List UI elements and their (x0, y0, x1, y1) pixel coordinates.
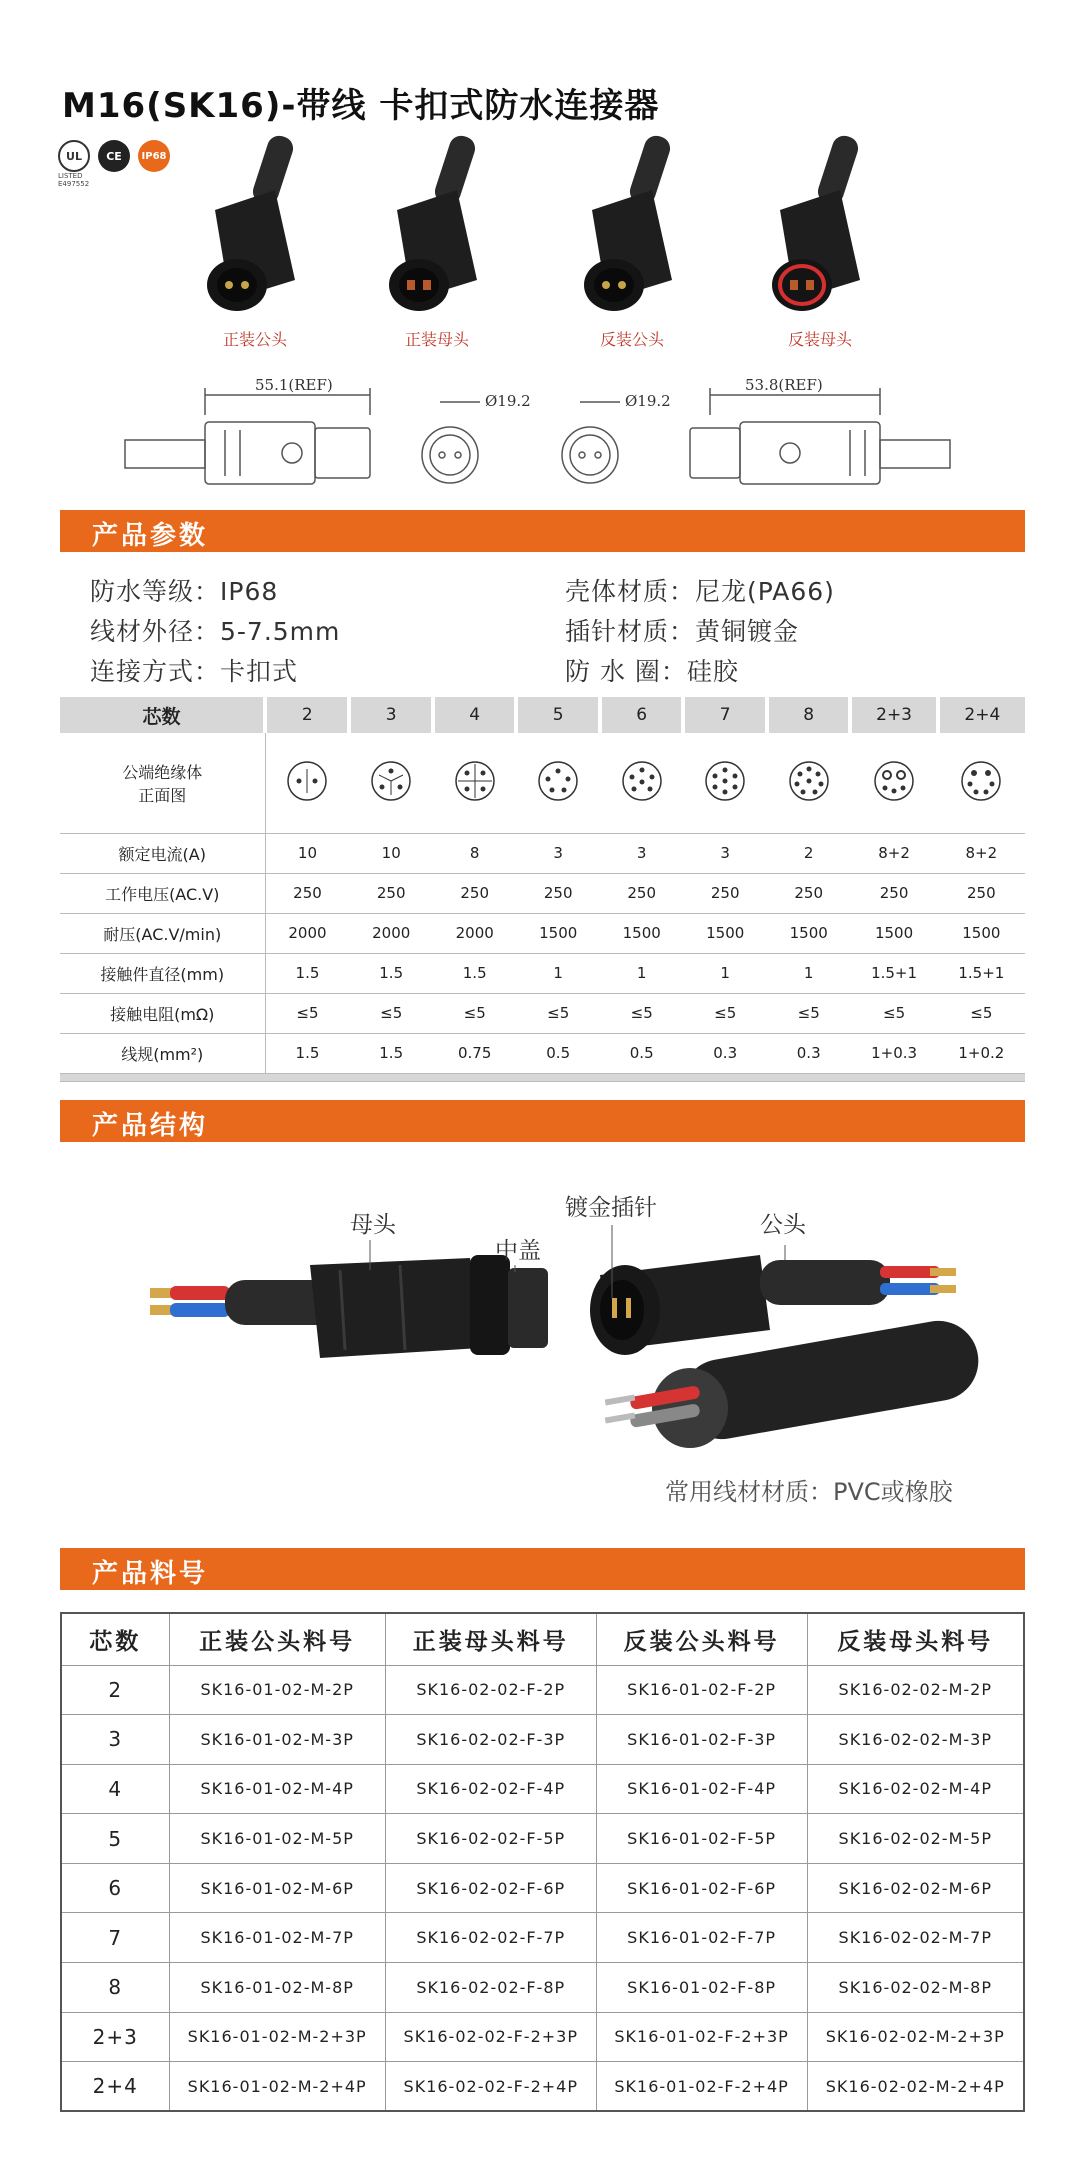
spec-row-label: 耐压(AC.V/min) (60, 913, 265, 953)
diagram-label-line2: 正面图 (138, 785, 187, 805)
spec-cell: 1 (767, 953, 851, 993)
core-count: 4 (433, 697, 517, 733)
spec-row-label: 接触件直径(mm) (60, 953, 265, 993)
spec-cell: 250 (516, 873, 600, 913)
core-count: 2 (265, 697, 349, 733)
parts-cell: SK16-02-02-M-4P (807, 1764, 1024, 1814)
spec-cell: 1.5 (349, 1033, 433, 1073)
spec-row (60, 913, 1025, 953)
section-parts-bar (60, 1548, 1025, 1590)
parts-cell: SK16-01-02-F-2P (596, 1665, 807, 1715)
parts-cell: 8 (61, 1963, 169, 2013)
parts-cell: SK16-01-02-M-4P (169, 1764, 385, 1814)
spec-cell: 3 (683, 833, 767, 873)
parts-cell: SK16-02-02-M-6P (807, 1863, 1024, 1913)
connector-label: 反装公头 (599, 330, 664, 349)
connector-image (175, 130, 335, 320)
spec-cell: 8+2 (850, 833, 937, 873)
ul-note-line2: E497552 (58, 180, 90, 188)
spec-cell: 1 (600, 953, 684, 993)
connector-straight-female (357, 130, 517, 350)
core-count: 3 (349, 697, 433, 733)
parts-cell: SK16-01-02-F-6P (596, 1863, 807, 1913)
param-connection: 连接方式：卡扣式 (90, 657, 299, 686)
parts-cell: SK16-01-02-M-8P (169, 1963, 385, 2013)
parts-cell: SK16-02-02-M-2P (807, 1665, 1024, 1715)
spec-cell: 1.5+1 (850, 953, 937, 993)
label-cable-material: 常用线材材质：PVC或橡胶 (665, 1478, 953, 1506)
spec-cell: 250 (938, 873, 1025, 913)
spec-cell: ≤5 (265, 993, 349, 1033)
parts-cell: SK16-01-02-F-4P (596, 1764, 807, 1814)
pin-layout-2-4-icon (938, 733, 1025, 833)
spec-row-label: 线规(mm²) (60, 1033, 265, 1073)
page-title: M16(SK16)-带线 卡扣式防水连接器 (62, 86, 660, 126)
parts-cell: SK16-02-02-F-2+4P (385, 2062, 596, 2112)
parts-cell: SK16-02-02-F-2+3P (385, 2012, 596, 2062)
parts-cell: SK16-02-02-M-2+4P (807, 2062, 1024, 2112)
parts-cell: 2+4 (61, 2062, 169, 2112)
ul-cert-icon: UL (58, 140, 90, 172)
parts-cell: 4 (61, 1764, 169, 1814)
param-seal: 防 水 圈：硅胶 (565, 657, 739, 686)
pin-layout-4-icon (433, 733, 517, 833)
spec-cell: 2000 (349, 913, 433, 953)
core-count: 5 (516, 697, 600, 733)
spec-cell: 250 (600, 873, 684, 913)
parts-header-cell: 反装公头料号 (596, 1613, 807, 1665)
spec-cell: 1.5 (433, 953, 517, 993)
spec-row (60, 1033, 1025, 1073)
parts-header-row (61, 1613, 1024, 1665)
dim-right-text: 53.8(REF) (745, 376, 823, 394)
pin-layout-7-icon (683, 733, 767, 833)
parts-row (61, 1913, 1024, 1963)
parts-row (61, 1863, 1024, 1913)
pin-layout-2-icon (265, 733, 349, 833)
core-count: 7 (683, 697, 767, 733)
structure-diagram (0, 1180, 1080, 1540)
param-housing: 壳体材质：尼龙(PA66) (565, 577, 835, 606)
ul-note-line1: LISTED (58, 172, 83, 180)
spec-row (60, 993, 1025, 1033)
connector-image (552, 130, 712, 320)
spec-row (60, 833, 1025, 873)
parts-cell: SK16-01-02-M-7P (169, 1913, 385, 1963)
parts-cell: SK16-02-02-F-3P (385, 1715, 596, 1765)
parts-cell: SK16-02-02-M-7P (807, 1913, 1024, 1963)
technical-drawings (0, 370, 1080, 500)
parts-cell: SK16-02-02-M-2+3P (807, 2012, 1024, 2062)
dia-right-text: Ø19.2 (625, 392, 671, 410)
spec-cell: 2 (767, 833, 851, 873)
param-cable-od: 线材外径：5-7.5mm (90, 617, 341, 646)
parts-cell: 5 (61, 1814, 169, 1864)
section-title: 产品结构 (92, 1111, 209, 1141)
parts-row (61, 1665, 1024, 1715)
spec-cell: 250 (265, 873, 349, 913)
parts-cell: SK16-01-02-F-7P (596, 1913, 807, 1963)
spec-cell: 10 (265, 833, 349, 873)
spec-cell: 250 (683, 873, 767, 913)
param-pin: 插针材质：黄铜镀金 (565, 617, 800, 646)
spec-cell: ≤5 (516, 993, 600, 1033)
diagram-row-label (60, 733, 265, 833)
param-waterproof: 防水等级：IP68 (90, 577, 279, 606)
spec-cell: ≤5 (600, 993, 684, 1033)
spec-cell: 10 (349, 833, 433, 873)
ce-cert-icon: CE (98, 140, 130, 172)
ip68-cert-icon: IP68 (138, 140, 170, 172)
spec-cell: ≤5 (433, 993, 517, 1033)
parts-cell: SK16-02-02-F-4P (385, 1764, 596, 1814)
spec-cell: 1.5 (349, 953, 433, 993)
parts-cell: SK16-02-02-M-3P (807, 1715, 1024, 1765)
connector-image (740, 130, 900, 320)
parts-cell: SK16-01-02-F-8P (596, 1963, 807, 2013)
label-male: 公头 (760, 1212, 806, 1238)
spec-header-row (60, 697, 1025, 733)
parts-row (61, 1963, 1024, 2013)
parts-row (61, 2012, 1024, 2062)
spec-cell: 1+0.2 (938, 1033, 1025, 1073)
parts-cell: SK16-02-02-M-8P (807, 1963, 1024, 2013)
spec-cell: 250 (850, 873, 937, 913)
parts-cell: 7 (61, 1913, 169, 1963)
spec-cell: 250 (433, 873, 517, 913)
core-count: 2+3 (850, 697, 937, 733)
spec-cell: 1500 (938, 913, 1025, 953)
connector-straight-male (175, 130, 335, 350)
core-count: 8 (767, 697, 851, 733)
dim-left-text: 55.1(REF) (255, 376, 333, 394)
structure-svg (0, 1180, 1080, 1540)
spec-cell: 1 (516, 953, 600, 993)
connector-image (357, 130, 517, 320)
spec-cell: 1500 (600, 913, 684, 953)
spec-cell: 2000 (265, 913, 349, 953)
parts-row (61, 1814, 1024, 1864)
spec-cell: 0.75 (433, 1033, 517, 1073)
pin-layout-3-icon (349, 733, 433, 833)
pin-layout-6-icon (600, 733, 684, 833)
parts-cell: SK16-01-02-F-5P (596, 1814, 807, 1864)
parts-row (61, 1764, 1024, 1814)
connector-label: 正装母头 (404, 330, 469, 349)
spec-cell: 1500 (850, 913, 937, 953)
spec-cell: 0.5 (600, 1033, 684, 1073)
parts-table (60, 1612, 1025, 2112)
core-count: 2+4 (938, 697, 1025, 733)
spec-diagram-row (60, 733, 1025, 833)
spec-cell: 1500 (683, 913, 767, 953)
spec-cell: 3 (516, 833, 600, 873)
drawing-svg (0, 370, 1080, 500)
spec-cell: 1.5 (265, 953, 349, 993)
diagram-label-line1: 公端绝缘体 (122, 762, 203, 782)
spec-cell: ≤5 (850, 993, 937, 1033)
spec-cell: 250 (767, 873, 851, 913)
parts-cell: SK16-01-02-M-5P (169, 1814, 385, 1864)
spec-cell: 1+0.3 (850, 1033, 937, 1073)
spec-cell: ≤5 (683, 993, 767, 1033)
spec-cell: 250 (349, 873, 433, 913)
parts-cell: SK16-02-02-F-8P (385, 1963, 596, 2013)
spec-cell: 1 (683, 953, 767, 993)
label-gold-pin: 镀金插针 (565, 1195, 657, 1221)
spec-cell: ≤5 (767, 993, 851, 1033)
parts-cell: SK16-01-02-F-2+4P (596, 2062, 807, 2112)
spec-cell: 1.5+1 (938, 953, 1025, 993)
parts-cell: SK16-01-02-M-2P (169, 1665, 385, 1715)
pin-layout-2-3-icon (850, 733, 937, 833)
parts-cell: SK16-01-02-M-6P (169, 1863, 385, 1913)
parts-cell: SK16-01-02-M-2+3P (169, 2012, 385, 2062)
spec-cell: 0.3 (683, 1033, 767, 1073)
section-title: 产品参数 (92, 521, 209, 551)
connector-label: 正装公头 (222, 330, 287, 349)
spec-bottom-bar (60, 1073, 1025, 1081)
spec-cell: 1.5 (265, 1033, 349, 1073)
spec-cell: 1500 (767, 913, 851, 953)
spec-row (60, 953, 1025, 993)
parts-cell: 2+3 (61, 2012, 169, 2062)
label-female: 母头 (350, 1212, 396, 1238)
parts-cell: SK16-01-02-M-2+4P (169, 2062, 385, 2112)
spec-cell: 1500 (516, 913, 600, 953)
connector-gallery (0, 130, 1080, 360)
spec-cell: 3 (600, 833, 684, 873)
parts-row (61, 2062, 1024, 2112)
parts-cell: SK16-02-02-M-5P (807, 1814, 1024, 1864)
spec-row-label: 额定电流(A) (60, 833, 265, 873)
parts-cell: 6 (61, 1863, 169, 1913)
parts-header-cell: 正装公头料号 (169, 1613, 385, 1665)
spec-row-label: 接触电阻(mΩ) (60, 993, 265, 1033)
spec-header-label: 芯数 (60, 697, 265, 733)
connector-reverse-male (552, 130, 712, 350)
parts-cell: SK16-01-02-M-3P (169, 1715, 385, 1765)
dia-left-text: Ø19.2 (485, 392, 531, 410)
spec-cell: 8 (433, 833, 517, 873)
parts-cell: SK16-01-02-F-3P (596, 1715, 807, 1765)
parts-row (61, 1715, 1024, 1765)
parts-cell: SK16-02-02-F-6P (385, 1863, 596, 1913)
core-count: 6 (600, 697, 684, 733)
pin-layout-5-icon (516, 733, 600, 833)
parts-cell: 2 (61, 1665, 169, 1715)
parts-cell: SK16-02-02-F-2P (385, 1665, 596, 1715)
spec-table (60, 697, 1025, 1082)
spec-cell: 0.3 (767, 1033, 851, 1073)
spec-row-label: 工作电压(AC.V) (60, 873, 265, 913)
connector-label: 反装母头 (787, 330, 852, 349)
pin-layout-8-icon (767, 733, 851, 833)
section-title: 产品料号 (92, 1559, 209, 1589)
parts-cell: SK16-02-02-F-7P (385, 1913, 596, 1963)
parts-header-cell: 芯数 (61, 1613, 169, 1665)
spec-cell: 8+2 (938, 833, 1025, 873)
section-structure-bar (60, 1100, 1025, 1142)
parts-header-cell: 正装母头料号 (385, 1613, 596, 1665)
parts-cell: SK16-02-02-F-5P (385, 1814, 596, 1864)
parts-cell: 3 (61, 1715, 169, 1765)
label-middle-cap: 中盖 (495, 1238, 541, 1264)
spec-cell: 2000 (433, 913, 517, 953)
spec-cell: 0.5 (516, 1033, 600, 1073)
connector-reverse-female (740, 130, 900, 350)
parts-cell: SK16-01-02-F-2+3P (596, 2012, 807, 2062)
section-params-bar (60, 510, 1025, 552)
spec-row (60, 873, 1025, 913)
spec-cell: ≤5 (938, 993, 1025, 1033)
parts-header-cell: 反装母头料号 (807, 1613, 1024, 1665)
spec-cell: ≤5 (349, 993, 433, 1033)
